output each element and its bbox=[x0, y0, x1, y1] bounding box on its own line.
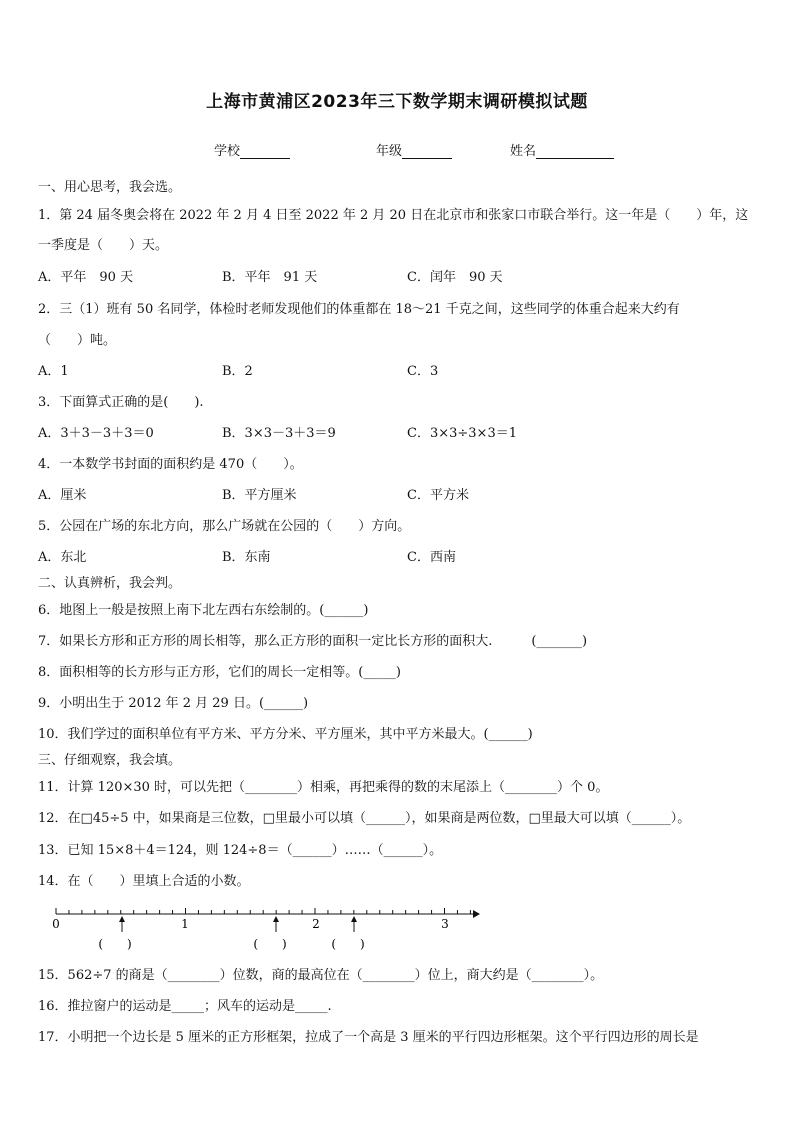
q5-option-c[interactable]: C．西南 bbox=[407, 550, 456, 565]
arrowhead-1 bbox=[119, 916, 125, 922]
question-11: 11．计算 120×30 时，可以先把（________）相乘，再把乘得的数的末尾添上（________）个 0。 bbox=[38, 780, 609, 795]
name-label: 姓名 bbox=[510, 144, 537, 159]
q4-option-b[interactable]: B．平方厘米 bbox=[222, 488, 297, 503]
q3-option-b[interactable]: B．3×3－3＋3＝9 bbox=[222, 426, 336, 441]
q1-option-b[interactable]: B．平年 91 天 bbox=[222, 270, 318, 285]
section-heading-3: 三、仔细观察，我会填。 bbox=[38, 753, 182, 768]
question-7: 7．如果长方形和正方形的周长相等，那么正方形的面积一定比长方形的面积大. (_______) bbox=[38, 634, 588, 649]
q5-option-a[interactable]: A．东北 bbox=[38, 550, 87, 565]
name-field bbox=[510, 140, 614, 159]
question-5: 5．公园在广场的东北方向，那么广场就在公园的（ ）方向。 bbox=[38, 519, 411, 534]
question-1-line-1: 1．第 24 届冬奥会将在 2022 年 2 月 4 日至 2022 年 2 月 20 日在北京市和张家口市联合举行。这一年是（ ）年，这 bbox=[38, 208, 749, 223]
grade-field bbox=[376, 140, 452, 159]
tick-label-2: 2 bbox=[312, 917, 320, 931]
q2-option-a[interactable]: A．1 bbox=[38, 364, 69, 379]
question-3: 3．下面算式正确的是( ). bbox=[38, 395, 204, 410]
section-heading-1: 一、用心思考，我会选。 bbox=[38, 180, 182, 195]
question-4: 4．一本数学书封面的面积约是 470（ ）。 bbox=[38, 457, 303, 472]
tick-label-0: 0 bbox=[52, 917, 60, 931]
q1-option-c[interactable]: C．闰年 90 天 bbox=[407, 270, 503, 285]
question-16: 16．推拉窗户的运动是_____；风车的运动是_____. bbox=[38, 999, 332, 1014]
question-2-line-1: 2．三（1）班有 50 名同学，体检时老师发现他们的体重都在 18～21 千克之间，这些同学的体重合起来大约有 bbox=[38, 302, 680, 317]
grade-label: 年级 bbox=[376, 144, 403, 159]
q2-option-c[interactable]: C．3 bbox=[407, 364, 439, 379]
section-heading-2: 二、认真辨析，我会判。 bbox=[38, 576, 182, 591]
number-line bbox=[48, 900, 488, 955]
question-13: 13．已知 15×8＋4＝124，则 124÷8＝（______）……（______）。 bbox=[38, 843, 443, 858]
grade-blank[interactable] bbox=[402, 144, 452, 159]
tick-label-1: 1 bbox=[181, 917, 189, 931]
school-field bbox=[214, 140, 290, 159]
answer-blank-2[interactable]: ( ) bbox=[253, 937, 287, 951]
question-17: 17．小明把一个边长是 5 厘米的正方形框架，拉成了一个高是 3 厘米的平行四边形框架。这个平行四边形的周长是 bbox=[38, 1030, 699, 1045]
q5-option-b[interactable]: B．东南 bbox=[222, 550, 271, 565]
page-title: 上海市黄浦区2023年三下数学期末调研模拟试题 bbox=[206, 92, 588, 112]
arrowhead-2 bbox=[273, 916, 279, 922]
number-line-ticks bbox=[56, 908, 470, 914]
question-12: 12．在□45÷5 中，如果商是三位数，□里最小可以填（______），如果商是两位数，□里最大可以填（______）。 bbox=[38, 811, 691, 826]
question-14: 14．在（ ）里填上合适的小数。 bbox=[38, 874, 250, 889]
question-8: 8．面积相等的长方形与正方形，它们的周长一定相等。(_____) bbox=[38, 665, 401, 680]
q2-option-b[interactable]: B．2 bbox=[222, 364, 253, 379]
answer-blank-3[interactable]: ( ) bbox=[331, 937, 365, 951]
answer-blank-1[interactable]: ( ) bbox=[98, 937, 132, 951]
question-10: 10．我们学过的面积单位有平方米、平方分米、平方厘米，其中平方米最大。(______) bbox=[38, 727, 533, 742]
q1-option-a[interactable]: A．平年 90 天 bbox=[38, 270, 134, 285]
question-9: 9．小明出生于 2012 年 2 月 29 日。(______) bbox=[38, 696, 309, 711]
q3-option-a[interactable]: A．3＋3－3＋3＝0 bbox=[38, 426, 154, 441]
name-blank[interactable] bbox=[536, 144, 614, 159]
question-6: 6．地图上一般是按照上南下北左西右东绘制的。(______) bbox=[38, 603, 369, 618]
arrowhead-3 bbox=[351, 916, 357, 922]
tick-label-3: 3 bbox=[441, 917, 449, 931]
number-line-arrow bbox=[473, 910, 480, 918]
school-label: 学校 bbox=[214, 144, 241, 159]
q3-option-c[interactable]: C．3×3÷3×3＝1 bbox=[407, 426, 517, 441]
school-blank[interactable] bbox=[240, 144, 290, 159]
question-15: 15．562÷7 的商是（________）位数，商的最高位在（________）位上，商大约是（________）。 bbox=[38, 968, 604, 983]
q4-option-c[interactable]: C．平方米 bbox=[407, 488, 469, 503]
q4-option-a[interactable]: A．厘米 bbox=[38, 488, 87, 503]
question-2-line-2: （ ）吨。 bbox=[38, 333, 117, 348]
question-1-line-2: 一季度是（ ）天。 bbox=[38, 238, 169, 253]
